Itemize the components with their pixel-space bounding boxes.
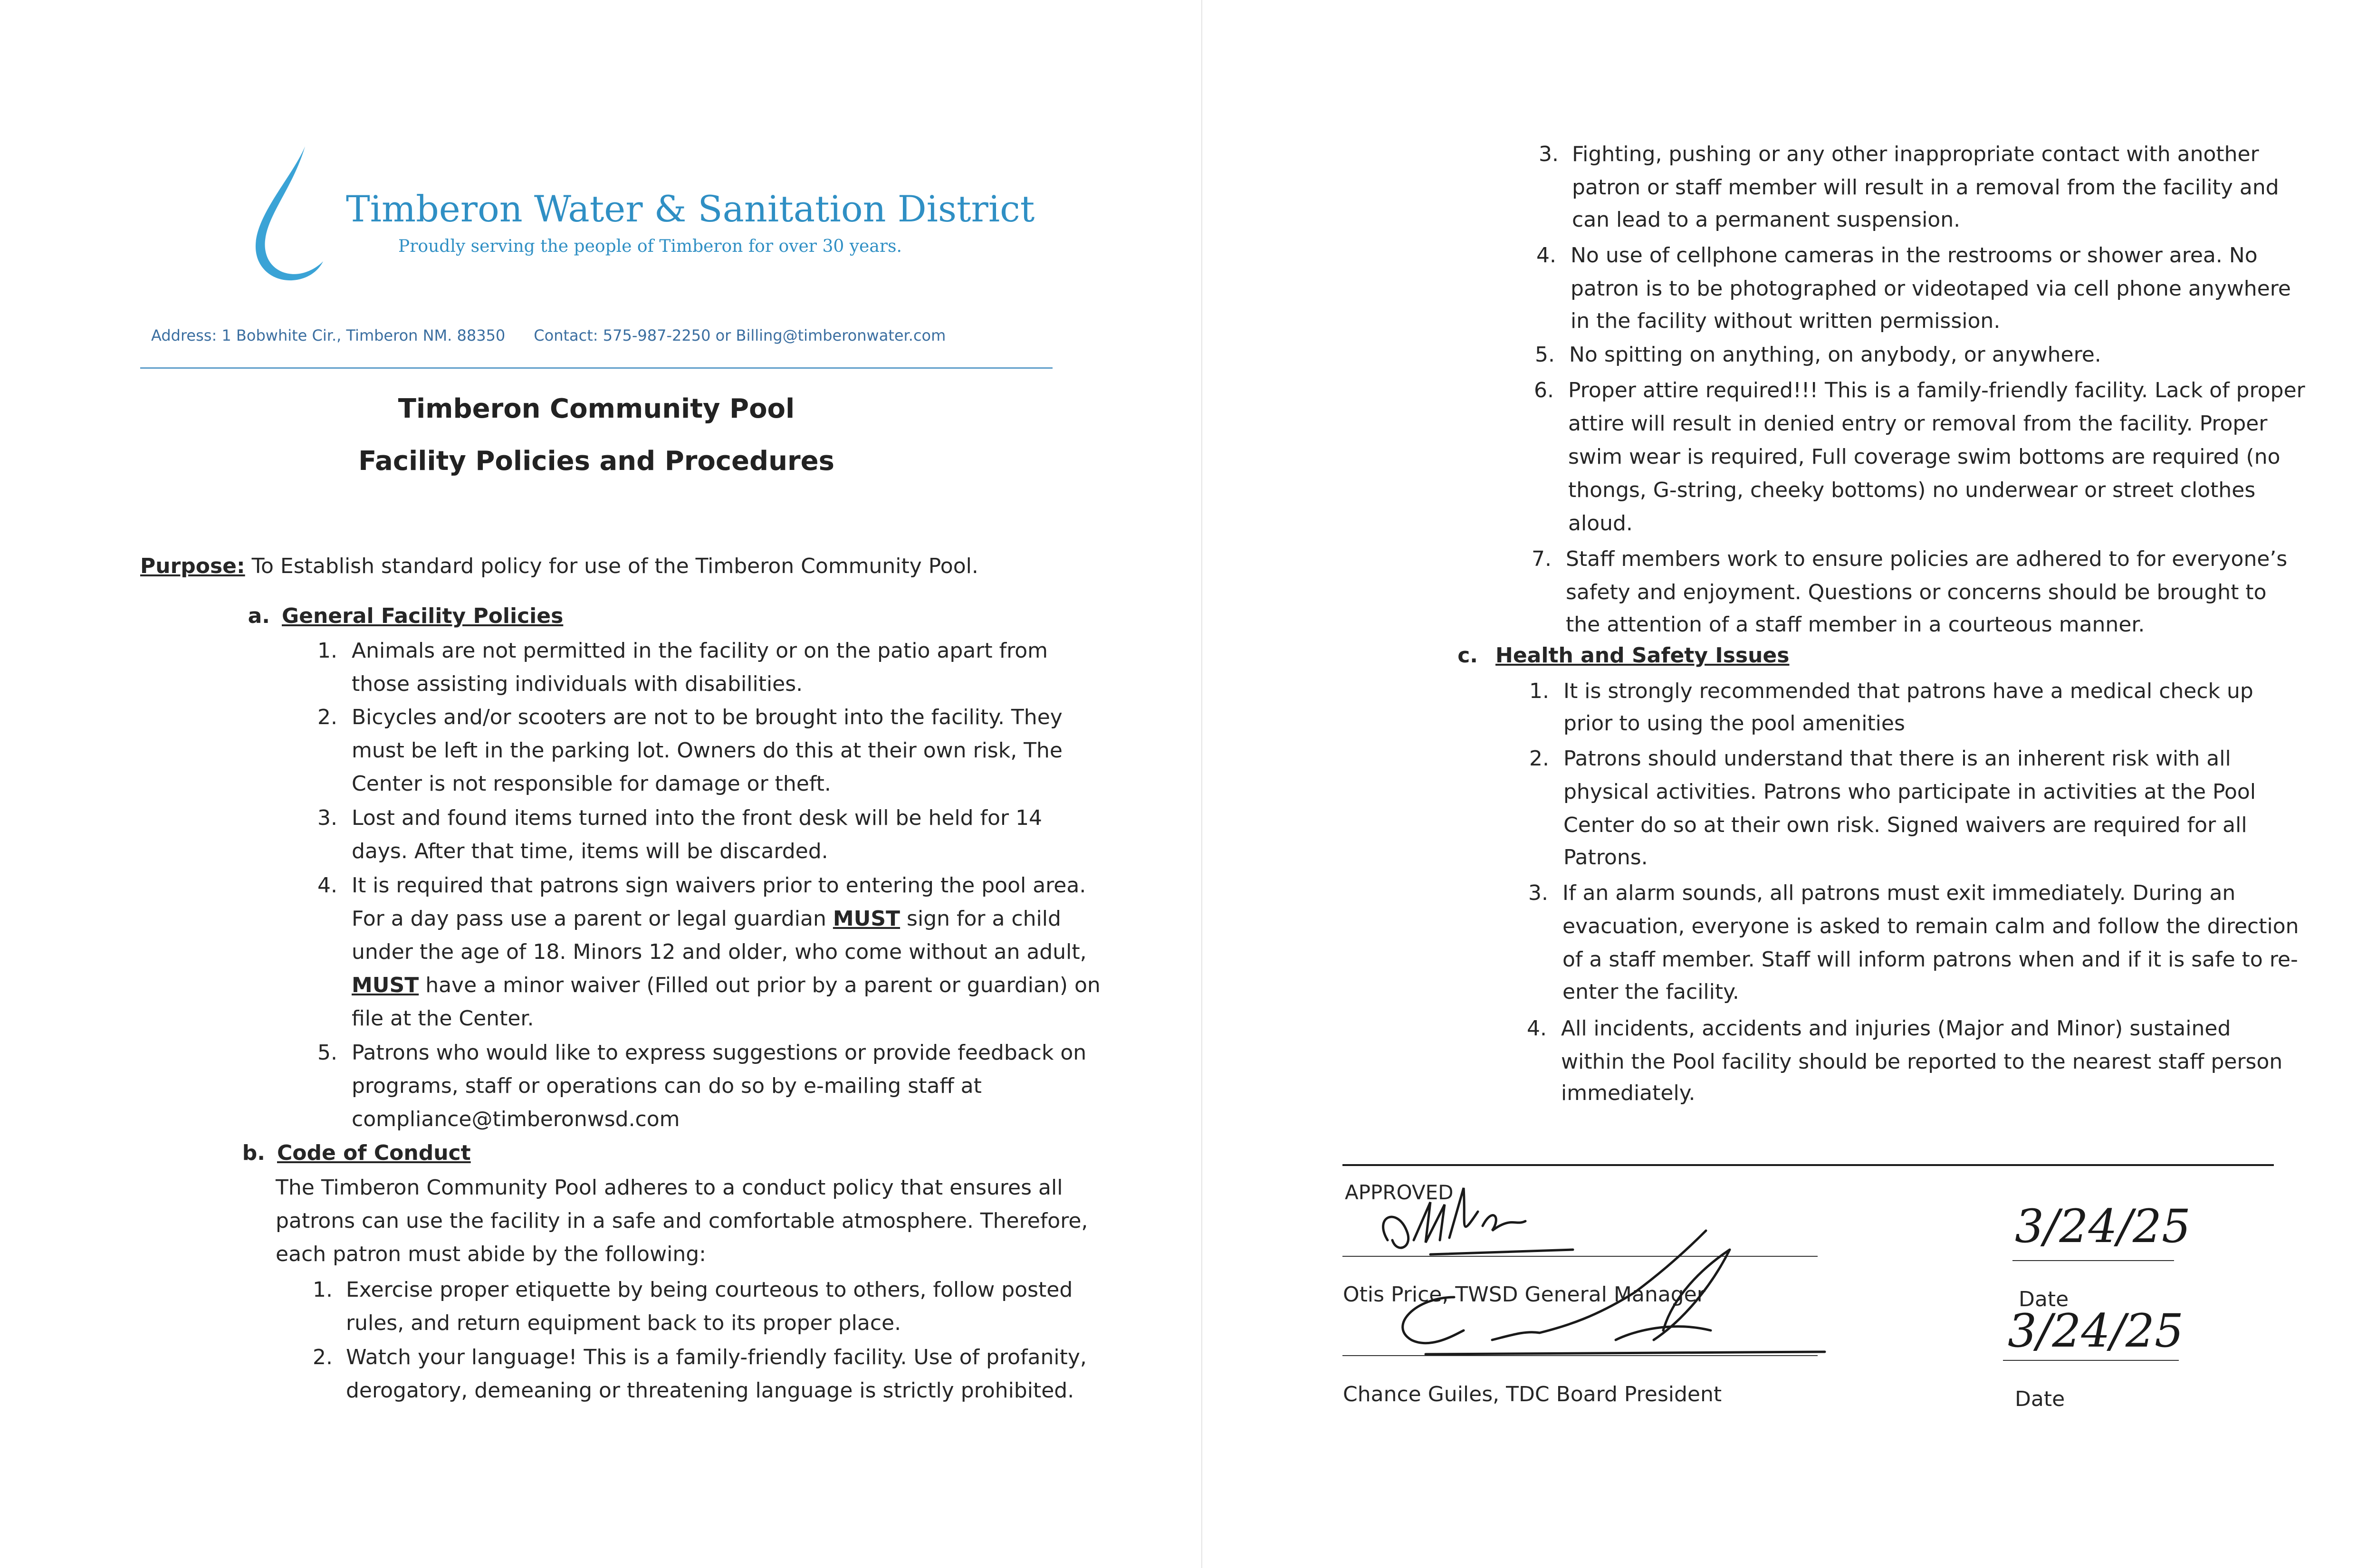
b-item-4-line: patron is to be photographed or videotaped via cell phone anywhere bbox=[1571, 277, 2291, 301]
a-item-2-line: must be left in the parking lot. Owners do this at their own risk, The bbox=[352, 738, 1063, 763]
address-text: Address: 1 Bobwhite Cir., Timberon NM. 88350 bbox=[151, 326, 506, 344]
a-item-5-line: Patrons who would like to express suggestions or provide feedback on bbox=[352, 1041, 1087, 1065]
c-item-3-line: evacuation, everyone is asked to remain calm and follow the direction bbox=[1562, 914, 2299, 938]
b-intro-line: each patron must abide by the following: bbox=[276, 1242, 706, 1266]
b-item-6-line: thongs, G-string, cheeky bottoms) no underwear or street clothes bbox=[1568, 478, 2256, 502]
b-item-4-line: in the facility without written permission. bbox=[1571, 309, 2001, 333]
b-item-4-num: 4. bbox=[1536, 243, 1556, 268]
c-item-3-line: of a staff member. Staff will inform patrons when and if it is safe to re- bbox=[1562, 947, 2298, 972]
date-line-1 bbox=[2012, 1260, 2174, 1261]
section-a-letter: a. bbox=[248, 604, 270, 628]
a-item-5-line: programs, staff or operations can do so by e-mailing staff at bbox=[352, 1074, 982, 1098]
c-item-1-line: It is strongly recommended that patrons have a medical check up bbox=[1563, 679, 2253, 703]
contact-text: Contact: 575-987-2250 or Billing@timberonwater.com bbox=[534, 326, 946, 344]
b-item-7-line: Staff members work to ensure policies are adhered to for everyone’s bbox=[1566, 547, 2288, 571]
signer-1-name: Otis Price, TWSD General Manager bbox=[1343, 1282, 1705, 1307]
date-1-label: Date bbox=[2019, 1287, 2069, 1311]
a-item-4-num: 4. bbox=[317, 873, 337, 898]
org-tagline: Proudly serving the people of Timberon for over 30 years. bbox=[398, 237, 902, 256]
must-emphasis: MUST bbox=[833, 907, 901, 931]
c-item-4-line: immediately. bbox=[1561, 1081, 1696, 1105]
a-item-5-line: compliance@timberonwsd.com bbox=[352, 1107, 680, 1131]
c-item-4-line: within the Pool facility should be reported to the nearest staff person bbox=[1561, 1050, 2283, 1074]
a-item-3-num: 3. bbox=[317, 806, 337, 830]
document-title: Timberon Community Pool bbox=[398, 393, 795, 424]
water-drop-logo-icon bbox=[247, 143, 328, 285]
section-c-title: Health and Safety Issues bbox=[1495, 643, 1790, 668]
b-item-5-line: No spitting on anything, on anybody, or anywhere. bbox=[1569, 343, 2101, 367]
must-emphasis: MUST bbox=[352, 973, 419, 997]
b-item-6-num: 6. bbox=[1534, 378, 1554, 402]
c-item-3-num: 3. bbox=[1528, 881, 1548, 905]
b-item-5-num: 5. bbox=[1535, 343, 1555, 367]
section-b-letter: b. bbox=[242, 1141, 265, 1165]
c-item-2-line: Center do so at their own risk. Signed waivers are required for all bbox=[1563, 813, 2247, 837]
a-item-4-line: file at the Center. bbox=[352, 1006, 534, 1031]
b-item-6-line: Proper attire required!!! This is a family-friendly facility. Lack of proper bbox=[1568, 378, 2305, 402]
document-subtitle: Facility Policies and Procedures bbox=[358, 446, 834, 477]
b-item-3-num: 3. bbox=[1539, 142, 1559, 166]
a-item-2-line: Center is not responsible for damage or theft. bbox=[352, 772, 831, 796]
signature-chance-guiles-icon bbox=[1369, 1221, 1844, 1373]
c-item-4-num: 4. bbox=[1527, 1016, 1547, 1041]
section-c-letter: c. bbox=[1457, 643, 1478, 668]
a-item-3-line: Lost and found items turned into the front desk will be held for 14 bbox=[352, 806, 1043, 830]
date-2-label: Date bbox=[2015, 1387, 2065, 1411]
a-item-1-line: those assisting individuals with disabilities. bbox=[352, 672, 803, 696]
org-name: Timberon Water & Sanitation District bbox=[346, 188, 1035, 230]
purpose-line bbox=[140, 550, 978, 583]
b-item-2-num: 2. bbox=[313, 1345, 333, 1369]
header-divider bbox=[140, 367, 1053, 369]
b-item-1-num: 1. bbox=[313, 1278, 333, 1302]
c-item-2-line: Patrons. bbox=[1563, 845, 1648, 870]
b-item-6-line: swim wear is required, Full coverage swim bottoms are required (no bbox=[1568, 445, 2280, 469]
c-item-2-line: Patrons should understand that there is an inherent risk with all bbox=[1563, 746, 2231, 771]
section-b-title: Code of Conduct bbox=[277, 1141, 471, 1165]
date-2-handwritten: 3/24/25 bbox=[2008, 1304, 2184, 1358]
b-item-6-line: attire will result in denied entry or removal from the facility. Proper bbox=[1568, 411, 2268, 436]
b-item-7-num: 7. bbox=[1532, 547, 1552, 571]
a-item-4-line: For a day pass use a parent or legal guardian MUST sign for a child bbox=[352, 907, 1061, 931]
b-item-7-line: the attention of a staff member in a courteous manner. bbox=[1566, 612, 2145, 637]
b-item-7-line: safety and enjoyment. Questions or concerns should be brought to bbox=[1566, 580, 2267, 604]
approved-label: APPROVED bbox=[1345, 1181, 1454, 1204]
a-item-4-line: MUST have a minor waiver (Filled out prior by a parent or guardian) on bbox=[352, 973, 1101, 997]
signature-line-2 bbox=[1342, 1355, 1818, 1356]
contact-line bbox=[151, 326, 946, 344]
a-item-2-num: 2. bbox=[317, 705, 337, 729]
b-item-3-line: Fighting, pushing or any other inappropriate contact with another bbox=[1572, 142, 2259, 166]
b-item-1-line: Exercise proper etiquette by being courteous to others, follow posted bbox=[346, 1278, 1073, 1302]
signer-2-name: Chance Guiles, TDC Board President bbox=[1343, 1382, 1722, 1406]
b-item-6-line: aloud. bbox=[1568, 511, 1633, 535]
c-item-3-line: If an alarm sounds, all patrons must exit immediately. During an bbox=[1562, 881, 2236, 905]
a-item-2-line: Bicycles and/or scooters are not to be brought into the facility. They bbox=[352, 705, 1063, 729]
b-intro-line: patrons can use the facility in a safe and comfortable atmosphere. Therefore, bbox=[276, 1209, 1088, 1233]
a-item-3-line: days. After that time, items will be discarded. bbox=[352, 839, 828, 863]
c-item-2-line: physical activities. Patrons who participate in activities at the Pool bbox=[1563, 780, 2256, 804]
purpose-label: Purpose: bbox=[140, 554, 245, 578]
b-item-2-line: Watch your language! This is a family-friendly facility. Use of profanity, bbox=[346, 1345, 1087, 1369]
a-item-1-line: Animals are not permitted in the facility or on the patio apart from bbox=[352, 639, 1048, 663]
c-item-4-line: All incidents, accidents and injuries (Major and Minor) sustained bbox=[1561, 1016, 2231, 1041]
c-item-3-line: enter the facility. bbox=[1562, 980, 1739, 1004]
b-item-1-line: rules, and return equipment back to its proper place. bbox=[346, 1311, 901, 1335]
c-item-1-num: 1. bbox=[1529, 679, 1549, 703]
c-item-2-num: 2. bbox=[1529, 746, 1549, 771]
a-item-4-line: under the age of 18. Minors 12 and older, who come without an adult, bbox=[352, 940, 1087, 964]
b-item-3-line: patron or staff member will result in a removal from the facility and bbox=[1572, 175, 2279, 200]
b-item-4-line: No use of cellphone cameras in the restrooms or shower area. No bbox=[1571, 243, 2258, 268]
purpose-text: To Establish standard policy for use of the Timberon Community Pool. bbox=[245, 554, 978, 578]
date-1-handwritten: 3/24/25 bbox=[2015, 1200, 2191, 1253]
section-a-title: General Facility Policies bbox=[282, 604, 564, 628]
b-intro-line: The Timberon Community Pool adheres to a conduct policy that ensures all bbox=[276, 1176, 1063, 1200]
b-item-2-line: derogatory, demeaning or threatening language is strictly prohibited. bbox=[346, 1378, 1074, 1403]
a-item-4-line: It is required that patrons sign waivers prior to entering the pool area. bbox=[352, 873, 1086, 898]
a-item-1-num: 1. bbox=[317, 639, 337, 663]
c-item-1-line: prior to using the pool amenities bbox=[1563, 711, 1905, 736]
b-item-3-line: can lead to a permanent suspension. bbox=[1572, 208, 1961, 232]
date-line-2 bbox=[2003, 1360, 2179, 1361]
a-item-5-num: 5. bbox=[317, 1041, 337, 1065]
